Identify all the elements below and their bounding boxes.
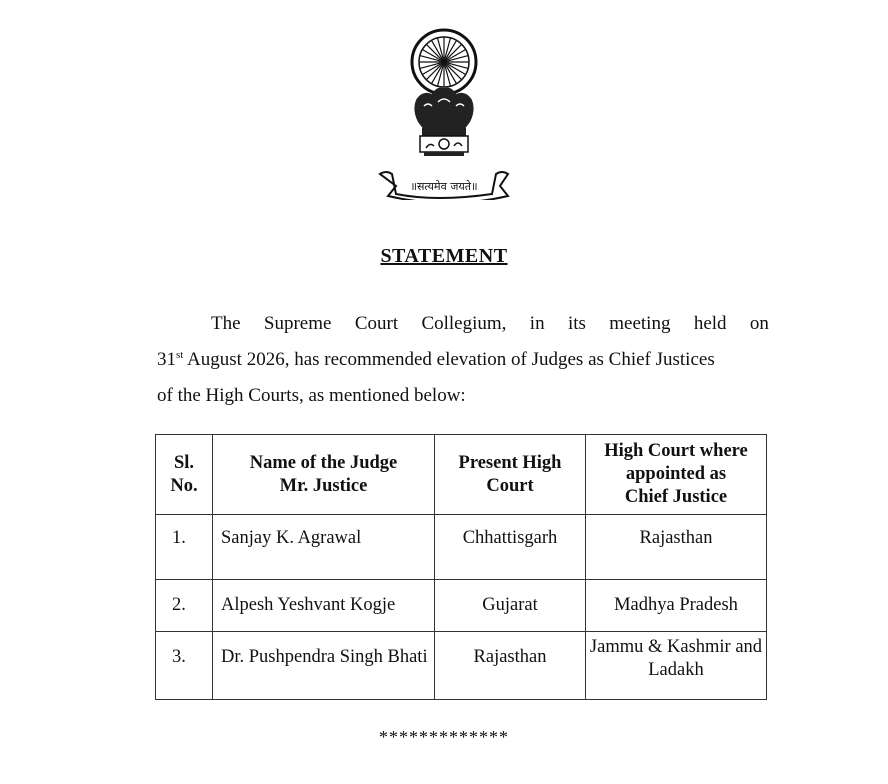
table-row [156, 515, 767, 580]
paragraph-line-3: of the High Courts, as mentioned below: [157, 385, 466, 406]
word: Supreme [263, 313, 332, 334]
table-header-row [156, 435, 767, 515]
cell-appointed-court: Madhya Pradesh [586, 580, 767, 632]
cell-sl: 1. [156, 515, 213, 580]
cell-appointed-court: Rajasthan [586, 515, 767, 580]
line2-text: August 2026, has recommended elevation of Judges as Chief Justices [183, 349, 715, 370]
national-emblem [370, 22, 518, 200]
cell-sl: 3. [156, 632, 213, 700]
header-judge-name: Name of the Judge Mr. Justice [213, 435, 435, 515]
cell-present-court: Rajasthan [435, 632, 586, 700]
word: held [693, 313, 727, 334]
cell-present-court: Chhattisgarh [435, 515, 586, 580]
word: in [529, 313, 545, 334]
end-marker: ************* [379, 727, 509, 747]
paragraph-line-1 [157, 306, 769, 342]
date-day: 31 [157, 349, 176, 370]
header-sl-no: Sl. No. [156, 435, 213, 515]
paragraph-line-2 [157, 342, 769, 378]
word: meeting [609, 313, 671, 334]
cell-judge-name: Sanjay K. Agrawal [213, 515, 435, 580]
emblem-motto: ॥सत्यमेव जयते॥ [410, 180, 478, 193]
header-appointed-court: High Court where appointed as Chief Justice [586, 435, 767, 515]
national-emblem-icon [370, 22, 518, 200]
word: Court [354, 313, 399, 334]
cell-judge-name: Dr. Pushpendra Singh Bhati [213, 632, 435, 700]
table-row [156, 632, 767, 700]
table-row [156, 580, 767, 632]
date-suffix: st [176, 349, 184, 361]
cell-sl: 2. [156, 580, 213, 632]
wheel-spoke [426, 65, 441, 80]
cell-appointed-court: Jammu & Kashmir and Ladakh [586, 632, 767, 700]
word: on [749, 313, 769, 334]
word: Collegium, [421, 313, 507, 334]
wheel-spoke [447, 44, 462, 59]
cell-present-court: Gujarat [435, 580, 586, 632]
statement-paragraph [157, 306, 769, 414]
word: its [567, 313, 586, 334]
cell-judge-name: Alpesh Yeshvant Kogje [213, 580, 435, 632]
word: The [211, 313, 241, 334]
wheel-spoke [426, 44, 441, 59]
wheel-spoke [447, 65, 462, 80]
appointments-table [155, 434, 767, 700]
header-present-court: Present High Court [435, 435, 586, 515]
statement-heading: STATEMENT [380, 245, 508, 267]
